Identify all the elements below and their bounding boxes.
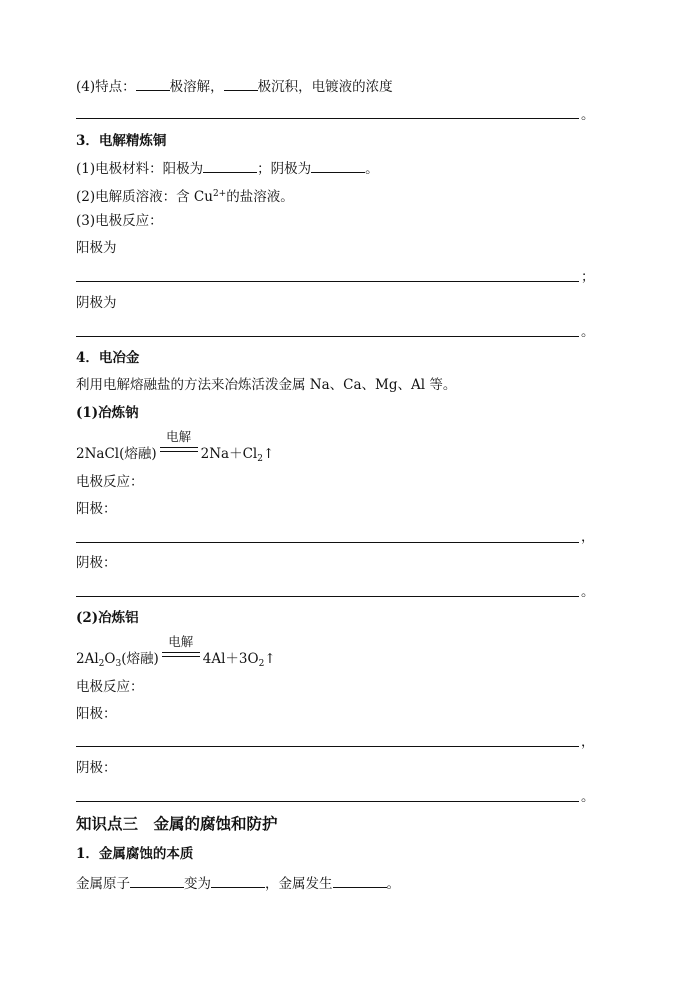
section-heading-electrometallurgy: 4．电冶金	[76, 350, 140, 366]
punct: 。	[581, 584, 595, 600]
anode-label: 阳极为	[76, 240, 117, 256]
blank-anode-material[interactable]	[203, 158, 257, 173]
answer-line-refining-anode[interactable]	[76, 281, 579, 282]
superscript: 2+	[212, 189, 227, 199]
electrolyte-line	[76, 185, 294, 206]
cathode-label: 阴极：	[76, 760, 117, 776]
knowledge-point-heading: 知识点三 金属的腐蚀和防护	[76, 814, 278, 833]
feature-text-2: 极沉积，电镀液的浓度	[257, 79, 393, 95]
anode-label: 阳极：	[76, 706, 117, 722]
subheading-corrosion-essence: 1．金属腐蚀的本质	[76, 846, 194, 862]
eq-reactant: O	[104, 651, 116, 667]
electrometallurgy-intro: 利用电解熔融盐的方法来冶炼活泼金属 Na、Ca、Mg、Al 等。	[76, 377, 457, 393]
blank-corrosion-2[interactable]	[211, 873, 265, 888]
label: ；阴极为	[257, 161, 312, 177]
subscript: 2	[258, 659, 265, 669]
gas-arrow: ↑	[264, 651, 276, 667]
answer-line-aluminium-cathode[interactable]	[76, 801, 579, 802]
punct: 。	[581, 107, 595, 123]
feature-label: (4)特点：	[76, 79, 136, 95]
cathode-label: 阴极：	[76, 555, 117, 571]
electrode-reaction-label: 电极反应：	[76, 474, 144, 490]
equation-aluminium	[76, 634, 276, 673]
answer-line-concentration[interactable]	[76, 118, 579, 119]
subscript: 2	[98, 659, 105, 669]
eq-bars	[160, 447, 198, 452]
anode-label: 阳极：	[76, 501, 117, 517]
electrode-reaction-label: (3)电极反应：	[76, 213, 163, 229]
punct: 。	[365, 161, 379, 177]
blank-anode-type[interactable]	[136, 76, 170, 91]
eq-bars	[162, 652, 200, 657]
feature-line	[76, 76, 393, 96]
answer-line-sodium-cathode[interactable]	[76, 596, 579, 597]
section-heading-refining: 3．电解精炼铜	[76, 133, 167, 149]
label: 金属原子	[76, 876, 130, 892]
blank-corrosion-1[interactable]	[130, 873, 184, 888]
blank-corrosion-3[interactable]	[333, 873, 387, 888]
electrode-reaction-label: 电极反应：	[76, 679, 144, 695]
label: 变为	[184, 876, 211, 892]
subscript: 3	[115, 659, 122, 669]
corrosion-line	[76, 873, 400, 893]
subheading-aluminium: (2)冶炼铝	[76, 610, 139, 626]
electrode-material-line	[76, 158, 379, 178]
label: ，金属发生	[265, 876, 333, 892]
equation-sodium	[76, 429, 275, 468]
punct: ；	[581, 269, 595, 285]
answer-line-aluminium-anode[interactable]	[76, 746, 579, 747]
eq-condition: 电解	[166, 429, 192, 444]
label: 的盐溶液。	[226, 189, 294, 205]
label: (1)电极材料：阳极为	[76, 161, 204, 177]
electrolysis-arrow	[159, 429, 199, 458]
answer-line-refining-cathode[interactable]	[76, 336, 579, 337]
electrolysis-arrow	[161, 634, 201, 663]
label: (2)电解质溶液：含 Cu	[76, 189, 213, 205]
punct: ，	[581, 734, 595, 750]
eq-condition: 电解	[168, 634, 194, 649]
gas-arrow: ↑	[262, 446, 275, 462]
subheading-sodium: (1)冶炼钠	[76, 405, 139, 421]
punct: ，	[581, 529, 595, 545]
punct: 。	[581, 324, 595, 340]
subscript: 2	[257, 454, 263, 464]
eq-reactant: 2NaCl(熔融)	[76, 446, 157, 462]
blank-cathode-type[interactable]	[224, 76, 258, 91]
eq-product: 2Na＋Cl	[200, 446, 258, 462]
blank-cathode-material[interactable]	[311, 158, 365, 173]
cathode-label: 阴极为	[76, 295, 117, 311]
punct: 。	[386, 876, 400, 892]
feature-text-1: 极溶解，	[169, 79, 224, 95]
punct: 。	[581, 789, 595, 805]
answer-line-sodium-anode[interactable]	[76, 542, 579, 543]
eq-reactant: 2Al	[76, 651, 99, 667]
eq-state: (熔融)	[121, 651, 159, 667]
eq-product: 4Al＋3O	[202, 651, 259, 667]
